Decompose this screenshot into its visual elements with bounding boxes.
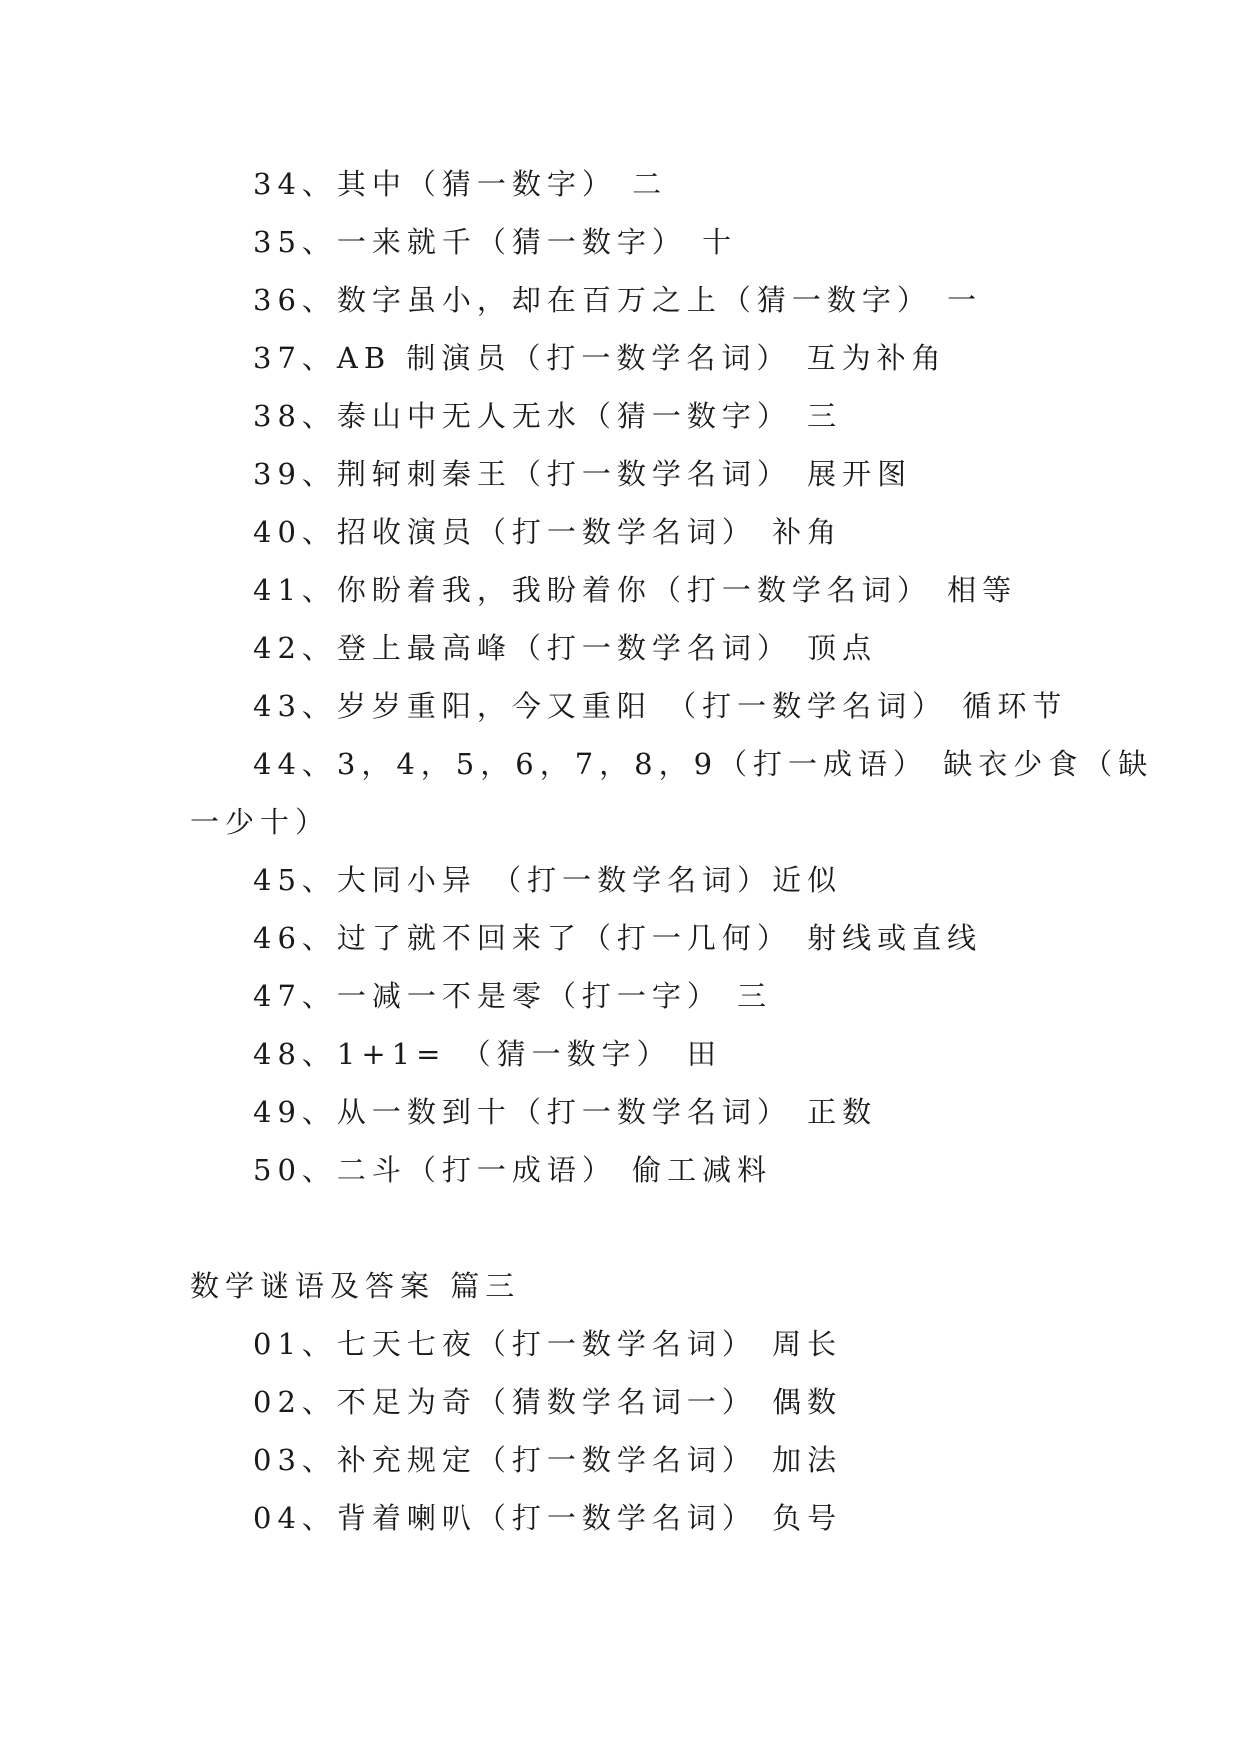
riddle-45: 45、大同小异 （打一数学名词）近似 bbox=[253, 863, 843, 897]
riddle-46: 46、过了就不回来了（打一几何） 射线或直线 bbox=[253, 921, 983, 955]
riddle-40: 40、招收演员（打一数学名词） 补角 bbox=[253, 515, 843, 549]
riddle-38: 38、泰山中无人无水（猜一数字） 三 bbox=[253, 399, 843, 433]
riddle-49: 49、从一数到十（打一数学名词） 正数 bbox=[253, 1095, 878, 1129]
riddle-04: 04、背着喇叭（打一数学名词） 负号 bbox=[253, 1501, 843, 1535]
riddle-44-line2: 一少十） bbox=[190, 805, 331, 839]
riddle-47: 47、一减一不是零（打一字） 三 bbox=[253, 979, 773, 1013]
riddle-42: 42、登上最高峰（打一数学名词） 顶点 bbox=[253, 631, 878, 665]
riddle-39: 39、荆轲刺秦王（打一数学名词） 展开图 bbox=[253, 457, 913, 491]
riddle-03: 03、补充规定（打一数学名词） 加法 bbox=[253, 1443, 843, 1477]
riddle-37: 37、AB 制演员（打一数学名词） 互为补角 bbox=[253, 341, 947, 375]
riddle-01: 01、七天七夜（打一数学名词） 周长 bbox=[253, 1327, 843, 1361]
section-heading: 数学谜语及答案 篇三 bbox=[190, 1269, 521, 1303]
riddle-35: 35、一来就千（猜一数字） 十 bbox=[253, 225, 738, 259]
riddle-36: 36、数字虽小，却在百万之上（猜一数字） 一 bbox=[253, 283, 983, 317]
riddle-41: 41、你盼着我，我盼着你（打一数学名词） 相等 bbox=[253, 573, 1018, 607]
riddle-34: 34、其中（猜一数字） 二 bbox=[253, 167, 668, 201]
riddle-50: 50、二斗（打一成语） 偷工减料 bbox=[253, 1153, 773, 1187]
riddle-44-line1: 44、3，4，5，6，7，8，9（打一成语） 缺衣少食（缺 bbox=[253, 747, 1154, 781]
riddle-43: 43、岁岁重阳，今又重阳 （打一数学名词） 循环节 bbox=[253, 689, 1068, 723]
riddle-02: 02、不足为奇（猜数学名词一） 偶数 bbox=[253, 1385, 843, 1419]
riddle-48: 48、1+1= （猜一数字） 田 bbox=[253, 1037, 722, 1071]
